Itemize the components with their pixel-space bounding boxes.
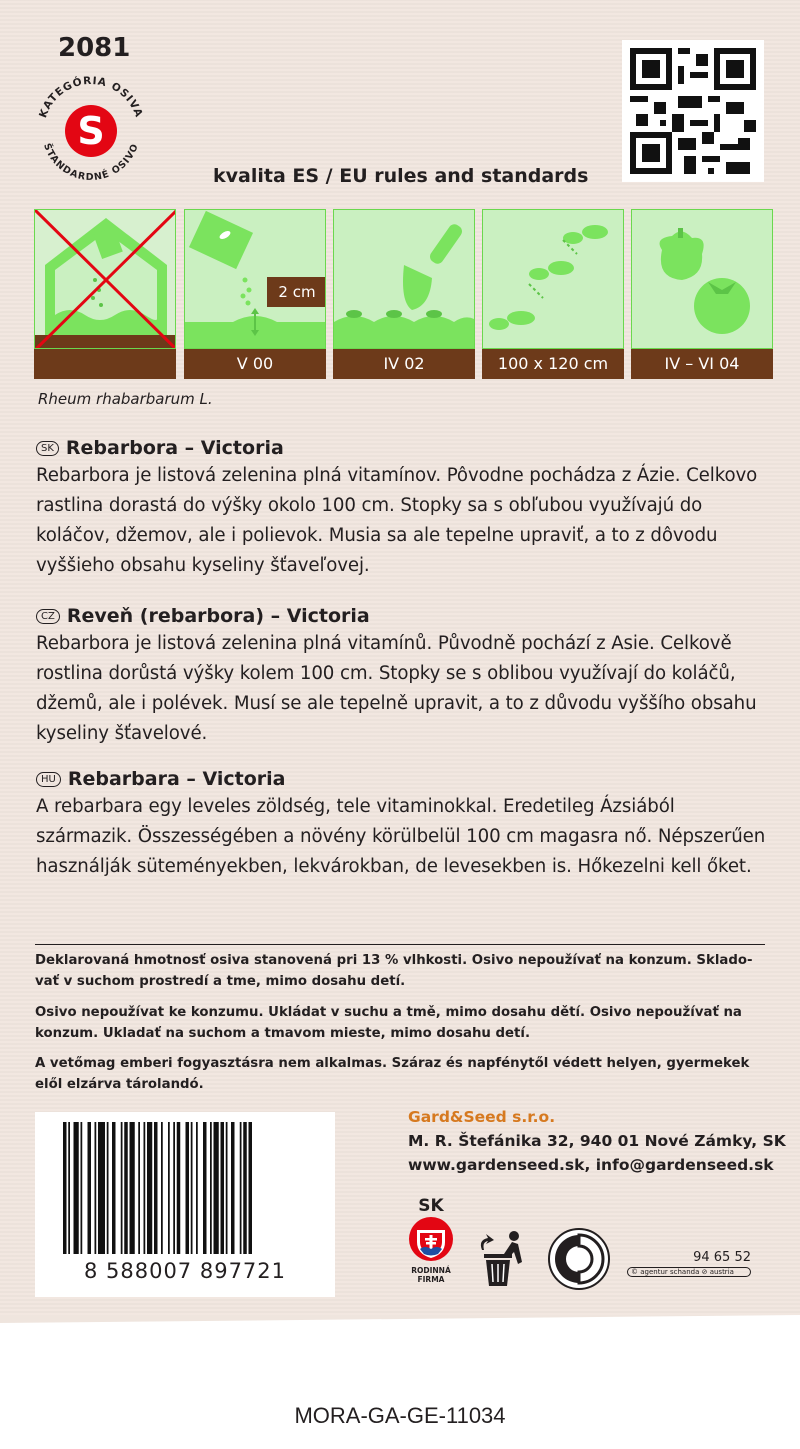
tidyman-recycle-icon xyxy=(478,1228,530,1288)
note-hu: A vetőmag emberi fogyasztásra nem alkalmas. Száraz és napfénytől védett helyen, gyermekek elől elzárva tárolandó. xyxy=(35,1056,750,1092)
company-info xyxy=(408,1105,786,1177)
tile-caption: IV – VI 04 xyxy=(631,349,773,379)
company-address: M. R. Štefánika 32, 940 01 Nové Zámky, SK xyxy=(408,1132,786,1150)
lang-badge: SK xyxy=(36,441,59,456)
family-firm-text: RODINNÁ FIRMA xyxy=(411,1266,451,1284)
lang-badge: CZ xyxy=(36,609,60,624)
tile-transplant xyxy=(333,209,475,379)
category-letter: S xyxy=(77,109,105,153)
tile-sowing xyxy=(184,209,326,379)
quality-statement: kvalita ES / EU rules and standards xyxy=(213,165,589,187)
divider xyxy=(35,944,765,945)
section-text: Rebarbora je listová zelenina plná vitamínov. Pôvodne pochádza z Ázie. Celkovo rastlina dorastá do výšky okolo 100 cm. Stopky sa s obľubou využívajú do koláčov, džemov, ale i polievok. Musia sa ale tepelne upraviť, a to z dôvodu vyššieho obsahu kyseliny šťaveľovej. xyxy=(36,465,758,576)
note-cz: Osivo nepoužívat ke konzumu. Ukládat v suchu a tmě, mimo dosahu dětí. Osivo nepoužívať na konzum. Ukladať na suchom a tmavom mieste, mimo dosahu detí. xyxy=(35,1005,742,1041)
harvest-vegetables-icon xyxy=(632,210,773,349)
lang-badge: HU xyxy=(36,772,61,787)
section-title: Rebarbora – Victoria xyxy=(65,437,284,459)
latin-name: Rheum rhabarbarum L. xyxy=(38,390,213,408)
section-text: Rebarbora je listová zelenina plná vitamínů. Původně pochází z Asie. Celkově rostlina dorůstá výšky kolem 100 cm. Stopky se s oblibou využívají do koláčů, džemů, ale i polévek. Musí se ale tepelně upravit, a to z důvodu vyššího obsahu kyseliny šťavelové. xyxy=(36,633,757,744)
seed-category-seal-icon xyxy=(30,70,152,192)
tile-caption: V 00 xyxy=(184,349,326,379)
sk-label: SK xyxy=(418,1196,444,1216)
category-bottom-text: ŠTANDARDNÉ OSIVO xyxy=(41,141,142,184)
qr-code[interactable] xyxy=(622,40,764,182)
section-title: Reveň (rebarbora) – Victoria xyxy=(66,605,370,627)
variety-code: 2081 xyxy=(58,33,131,63)
barcode-bars xyxy=(35,1112,335,1262)
section-hu xyxy=(36,768,776,882)
agency-number: 94 65 52 xyxy=(693,1250,751,1265)
tile-spacing xyxy=(482,209,624,379)
agency-info xyxy=(627,1250,751,1277)
category-top-text: KATEGÓRIA OSIVA xyxy=(37,74,145,120)
tile-caption xyxy=(34,349,176,379)
note-sk: Deklarovaná hmotnosť osiva stanovená pri 13 % vlhkosti. Osivo nepoužívať na konzum. Sklado-vať v suchom prostredí a tme, mimo dosahu detí. xyxy=(35,953,753,989)
sk-family-firm-badge xyxy=(405,1196,457,1284)
tile-caption: 100 x 120 cm xyxy=(482,349,624,379)
sowing-depth-label: 2 cm xyxy=(267,277,326,307)
barcode xyxy=(35,1112,335,1297)
section-title: Rebarbara – Victoria xyxy=(67,768,286,790)
agency-credit: © agentur schanda ⊘ austria xyxy=(627,1267,751,1277)
tile-greenhouse xyxy=(34,209,176,379)
tile-harvest xyxy=(631,209,773,379)
trowel-transplant-icon xyxy=(334,210,475,349)
green-dot-icon xyxy=(548,1228,610,1290)
section-cz xyxy=(36,605,776,749)
company-name: Gard&Seed s.r.o. xyxy=(408,1108,556,1126)
company-web[interactable]: www.gardenseed.sk, info@gardenseed.sk xyxy=(408,1156,774,1174)
greenhouse-crossed-icon xyxy=(35,210,176,349)
section-sk xyxy=(36,437,776,581)
section-text: A rebarbara egy leveles zöldség, tele vitaminokkal. Eredetileg Ázsiából származik. Összességében a növény körülbelül 100 cm magasra nő. Népszerűen használják süteményekben, lekvárokban, de levesekben is. Hőkezelni kell őket. xyxy=(36,796,766,877)
plant-spacing-icon xyxy=(483,210,624,349)
tile-caption: IV 02 xyxy=(333,349,475,379)
barcode-digits: 8 588007 897721 xyxy=(83,1259,287,1283)
slovak-coat-of-arms-icon xyxy=(408,1216,454,1262)
footer-code: MORA-GA-GE-11034 xyxy=(294,1403,506,1428)
